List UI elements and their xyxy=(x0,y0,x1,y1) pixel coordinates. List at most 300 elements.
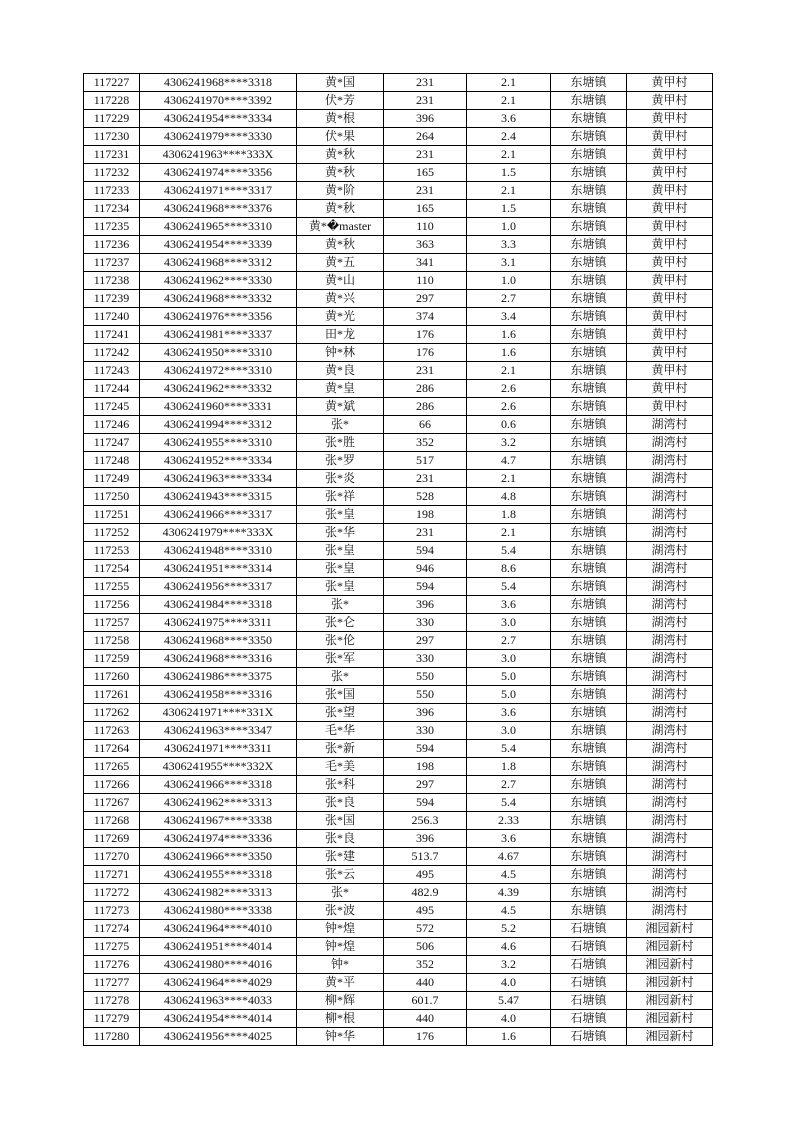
town-cell: 石塘镇 xyxy=(551,992,627,1010)
town-cell: 石塘镇 xyxy=(551,920,627,938)
name-cell: 黄*国 xyxy=(297,74,384,92)
village-cell: 湘园新村 xyxy=(627,974,713,992)
amount-cell: 374 xyxy=(384,308,467,326)
id-number-cell: 4306241980****3338 xyxy=(140,902,297,920)
table-row xyxy=(84,434,713,452)
serial-number-cell: 117227 xyxy=(84,74,140,92)
town-cell: 石塘镇 xyxy=(551,1028,627,1046)
table-row xyxy=(84,740,713,758)
table-body xyxy=(84,74,713,1046)
amount-cell: 110 xyxy=(384,218,467,236)
town-cell: 东塘镇 xyxy=(551,560,627,578)
serial-number-cell: 117252 xyxy=(84,524,140,542)
village-cell: 湖湾村 xyxy=(627,650,713,668)
area-cell: 4.7 xyxy=(467,452,551,470)
town-cell: 东塘镇 xyxy=(551,452,627,470)
id-number-cell: 4306241974****3336 xyxy=(140,830,297,848)
amount-cell: 594 xyxy=(384,542,467,560)
serial-number-cell: 117269 xyxy=(84,830,140,848)
serial-number-cell: 117232 xyxy=(84,164,140,182)
village-cell: 黄甲村 xyxy=(627,200,713,218)
town-cell: 东塘镇 xyxy=(551,74,627,92)
amount-cell: 495 xyxy=(384,866,467,884)
village-cell: 黄甲村 xyxy=(627,146,713,164)
table-row xyxy=(84,236,713,254)
town-cell: 东塘镇 xyxy=(551,812,627,830)
amount-cell: 352 xyxy=(384,956,467,974)
town-cell: 东塘镇 xyxy=(551,254,627,272)
id-number-cell: 4306241967****3338 xyxy=(140,812,297,830)
area-cell: 1.8 xyxy=(467,758,551,776)
town-cell: 东塘镇 xyxy=(551,632,627,650)
village-cell: 湖湾村 xyxy=(627,524,713,542)
town-cell: 东塘镇 xyxy=(551,830,627,848)
amount-cell: 396 xyxy=(384,830,467,848)
serial-number-cell: 117255 xyxy=(84,578,140,596)
area-cell: 2.7 xyxy=(467,776,551,794)
table-row xyxy=(84,794,713,812)
name-cell: 张*良 xyxy=(297,830,384,848)
serial-number-cell: 117267 xyxy=(84,794,140,812)
area-cell: 2.1 xyxy=(467,362,551,380)
name-cell: 张*胜 xyxy=(297,434,384,452)
area-cell: 4.67 xyxy=(467,848,551,866)
town-cell: 石塘镇 xyxy=(551,1010,627,1028)
amount-cell: 550 xyxy=(384,668,467,686)
area-cell: 3.4 xyxy=(467,308,551,326)
id-number-cell: 4306241979****333X xyxy=(140,524,297,542)
area-cell: 2.1 xyxy=(467,470,551,488)
serial-number-cell: 117274 xyxy=(84,920,140,938)
table-row xyxy=(84,866,713,884)
table-row xyxy=(84,578,713,596)
name-cell: 黄*兴 xyxy=(297,290,384,308)
name-cell: 张* xyxy=(297,596,384,614)
area-cell: 4.8 xyxy=(467,488,551,506)
id-number-cell: 4306241980****4016 xyxy=(140,956,297,974)
village-cell: 湖湾村 xyxy=(627,776,713,794)
area-cell: 1.6 xyxy=(467,344,551,362)
table-row xyxy=(84,1010,713,1028)
area-cell: 3.1 xyxy=(467,254,551,272)
id-number-cell: 4306241970****3392 xyxy=(140,92,297,110)
id-number-cell: 4306241960****3331 xyxy=(140,398,297,416)
town-cell: 东塘镇 xyxy=(551,416,627,434)
area-cell: 3.2 xyxy=(467,956,551,974)
serial-number-cell: 117250 xyxy=(84,488,140,506)
area-cell: 3.0 xyxy=(467,614,551,632)
town-cell: 东塘镇 xyxy=(551,650,627,668)
serial-number-cell: 117238 xyxy=(84,272,140,290)
area-cell: 5.4 xyxy=(467,578,551,596)
village-cell: 湖湾村 xyxy=(627,740,713,758)
area-cell: 2.1 xyxy=(467,92,551,110)
table-row xyxy=(84,164,713,182)
serial-number-cell: 117248 xyxy=(84,452,140,470)
table-row xyxy=(84,326,713,344)
amount-cell: 513.7 xyxy=(384,848,467,866)
town-cell: 东塘镇 xyxy=(551,200,627,218)
village-cell: 湖湾村 xyxy=(627,794,713,812)
id-number-cell: 4306241955****332X xyxy=(140,758,297,776)
id-number-cell: 4306241955****3318 xyxy=(140,866,297,884)
town-cell: 东塘镇 xyxy=(551,218,627,236)
amount-cell: 165 xyxy=(384,164,467,182)
serial-number-cell: 117237 xyxy=(84,254,140,272)
name-cell: 张*罗 xyxy=(297,452,384,470)
village-cell: 黄甲村 xyxy=(627,254,713,272)
town-cell: 东塘镇 xyxy=(551,542,627,560)
table-row xyxy=(84,992,713,1010)
id-number-cell: 4306241968****3316 xyxy=(140,650,297,668)
name-cell: 黄*平 xyxy=(297,974,384,992)
name-cell: 张* xyxy=(297,416,384,434)
town-cell: 东塘镇 xyxy=(551,470,627,488)
serial-number-cell: 117243 xyxy=(84,362,140,380)
village-cell: 黄甲村 xyxy=(627,272,713,290)
village-cell: 湘园新村 xyxy=(627,1010,713,1028)
town-cell: 东塘镇 xyxy=(551,848,627,866)
id-number-cell: 4306241954****3339 xyxy=(140,236,297,254)
table-row xyxy=(84,956,713,974)
name-cell: 毛*华 xyxy=(297,722,384,740)
town-cell: 东塘镇 xyxy=(551,164,627,182)
area-cell: 4.5 xyxy=(467,866,551,884)
table-row xyxy=(84,902,713,920)
town-cell: 东塘镇 xyxy=(551,362,627,380)
name-cell: 黄*阶 xyxy=(297,182,384,200)
village-cell: 湖湾村 xyxy=(627,506,713,524)
area-cell: 3.3 xyxy=(467,236,551,254)
amount-cell: 231 xyxy=(384,74,467,92)
serial-number-cell: 117264 xyxy=(84,740,140,758)
village-cell: 黄甲村 xyxy=(627,110,713,128)
name-cell: 张* xyxy=(297,884,384,902)
id-number-cell: 4306241956****4025 xyxy=(140,1028,297,1046)
amount-cell: 176 xyxy=(384,1028,467,1046)
name-cell: 黄*良 xyxy=(297,362,384,380)
name-cell: 柳*根 xyxy=(297,1010,384,1028)
id-number-cell: 4306241964****4010 xyxy=(140,920,297,938)
amount-cell: 330 xyxy=(384,650,467,668)
name-cell: 张*华 xyxy=(297,524,384,542)
table-row xyxy=(84,110,713,128)
area-cell: 3.6 xyxy=(467,596,551,614)
table-row xyxy=(84,416,713,434)
name-cell: 黄*秋 xyxy=(297,164,384,182)
amount-cell: 440 xyxy=(384,1010,467,1028)
village-cell: 湖湾村 xyxy=(627,614,713,632)
serial-number-cell: 117234 xyxy=(84,200,140,218)
town-cell: 东塘镇 xyxy=(551,884,627,902)
serial-number-cell: 117271 xyxy=(84,866,140,884)
name-cell: 柳*辉 xyxy=(297,992,384,1010)
table-row xyxy=(84,758,713,776)
village-cell: 湖湾村 xyxy=(627,632,713,650)
amount-cell: 231 xyxy=(384,92,467,110)
area-cell: 5.0 xyxy=(467,686,551,704)
serial-number-cell: 117235 xyxy=(84,218,140,236)
serial-number-cell: 117261 xyxy=(84,686,140,704)
id-number-cell: 4306241971****331X xyxy=(140,704,297,722)
town-cell: 东塘镇 xyxy=(551,110,627,128)
serial-number-cell: 117245 xyxy=(84,398,140,416)
name-cell: 毛*美 xyxy=(297,758,384,776)
id-number-cell: 4306241968****3350 xyxy=(140,632,297,650)
table-row xyxy=(84,596,713,614)
village-cell: 湘园新村 xyxy=(627,956,713,974)
serial-number-cell: 117279 xyxy=(84,1010,140,1028)
area-cell: 5.0 xyxy=(467,668,551,686)
village-cell: 湖湾村 xyxy=(627,488,713,506)
table-row xyxy=(84,722,713,740)
id-number-cell: 4306241968****3312 xyxy=(140,254,297,272)
name-cell: 黄*光 xyxy=(297,308,384,326)
table-row xyxy=(84,182,713,200)
amount-cell: 66 xyxy=(384,416,467,434)
town-cell: 东塘镇 xyxy=(551,740,627,758)
table-row xyxy=(84,488,713,506)
name-cell: 张*皇 xyxy=(297,578,384,596)
amount-cell: 352 xyxy=(384,434,467,452)
name-cell: 田*龙 xyxy=(297,326,384,344)
amount-cell: 495 xyxy=(384,902,467,920)
town-cell: 东塘镇 xyxy=(551,236,627,254)
serial-number-cell: 117270 xyxy=(84,848,140,866)
area-cell: 0.6 xyxy=(467,416,551,434)
amount-cell: 330 xyxy=(384,722,467,740)
id-number-cell: 4306241972****3310 xyxy=(140,362,297,380)
table-row xyxy=(84,614,713,632)
name-cell: 黄*秋 xyxy=(297,200,384,218)
town-cell: 东塘镇 xyxy=(551,722,627,740)
name-cell: 黄*斌 xyxy=(297,398,384,416)
village-cell: 黄甲村 xyxy=(627,290,713,308)
table-row xyxy=(84,686,713,704)
id-number-cell: 4306241963****3347 xyxy=(140,722,297,740)
town-cell: 东塘镇 xyxy=(551,182,627,200)
id-number-cell: 4306241951****3314 xyxy=(140,560,297,578)
area-cell: 2.7 xyxy=(467,290,551,308)
village-cell: 湖湾村 xyxy=(627,830,713,848)
name-cell: 黄*�master xyxy=(297,218,384,236)
serial-number-cell: 117275 xyxy=(84,938,140,956)
amount-cell: 256.3 xyxy=(384,812,467,830)
area-cell: 1.8 xyxy=(467,506,551,524)
village-cell: 湘园新村 xyxy=(627,920,713,938)
village-cell: 湖湾村 xyxy=(627,704,713,722)
village-cell: 湖湾村 xyxy=(627,812,713,830)
amount-cell: 506 xyxy=(384,938,467,956)
serial-number-cell: 117268 xyxy=(84,812,140,830)
id-number-cell: 4306241954****4014 xyxy=(140,1010,297,1028)
serial-number-cell: 117253 xyxy=(84,542,140,560)
area-cell: 3.6 xyxy=(467,830,551,848)
id-number-cell: 4306241951****4014 xyxy=(140,938,297,956)
amount-cell: 198 xyxy=(384,506,467,524)
village-cell: 湖湾村 xyxy=(627,848,713,866)
town-cell: 东塘镇 xyxy=(551,506,627,524)
serial-number-cell: 117249 xyxy=(84,470,140,488)
id-number-cell: 4306241952****3334 xyxy=(140,452,297,470)
serial-number-cell: 117241 xyxy=(84,326,140,344)
village-cell: 黄甲村 xyxy=(627,164,713,182)
table-row xyxy=(84,272,713,290)
records-table xyxy=(83,73,713,1046)
village-cell: 湖湾村 xyxy=(627,560,713,578)
name-cell: 张*炎 xyxy=(297,470,384,488)
serial-number-cell: 117278 xyxy=(84,992,140,1010)
area-cell: 5.47 xyxy=(467,992,551,1010)
id-number-cell: 4306241984****3318 xyxy=(140,596,297,614)
name-cell: 黄*皇 xyxy=(297,380,384,398)
area-cell: 1.5 xyxy=(467,200,551,218)
serial-number-cell: 117236 xyxy=(84,236,140,254)
id-number-cell: 4306241968****3376 xyxy=(140,200,297,218)
id-number-cell: 4306241971****3317 xyxy=(140,182,297,200)
area-cell: 2.7 xyxy=(467,632,551,650)
area-cell: 2.6 xyxy=(467,380,551,398)
table-row xyxy=(84,146,713,164)
village-cell: 湖湾村 xyxy=(627,596,713,614)
name-cell: 张*皇 xyxy=(297,542,384,560)
amount-cell: 396 xyxy=(384,704,467,722)
id-number-cell: 4306241968****3318 xyxy=(140,74,297,92)
name-cell: 张*仑 xyxy=(297,614,384,632)
town-cell: 东塘镇 xyxy=(551,146,627,164)
village-cell: 湖湾村 xyxy=(627,722,713,740)
table-row xyxy=(84,938,713,956)
table-row xyxy=(84,1028,713,1046)
serial-number-cell: 117233 xyxy=(84,182,140,200)
serial-number-cell: 117244 xyxy=(84,380,140,398)
village-cell: 湖湾村 xyxy=(627,470,713,488)
name-cell: 张*科 xyxy=(297,776,384,794)
id-number-cell: 4306241956****3317 xyxy=(140,578,297,596)
amount-cell: 396 xyxy=(384,110,467,128)
serial-number-cell: 117251 xyxy=(84,506,140,524)
amount-cell: 297 xyxy=(384,632,467,650)
id-number-cell: 4306241971****3311 xyxy=(140,740,297,758)
town-cell: 东塘镇 xyxy=(551,272,627,290)
amount-cell: 198 xyxy=(384,758,467,776)
serial-number-cell: 117259 xyxy=(84,650,140,668)
area-cell: 3.6 xyxy=(467,704,551,722)
id-number-cell: 4306241982****3313 xyxy=(140,884,297,902)
id-number-cell: 4306241963****4033 xyxy=(140,992,297,1010)
id-number-cell: 4306241962****3313 xyxy=(140,794,297,812)
name-cell: 钟*煌 xyxy=(297,920,384,938)
town-cell: 东塘镇 xyxy=(551,866,627,884)
town-cell: 东塘镇 xyxy=(551,902,627,920)
amount-cell: 341 xyxy=(384,254,467,272)
name-cell: 张*望 xyxy=(297,704,384,722)
table-row xyxy=(84,128,713,146)
amount-cell: 231 xyxy=(384,146,467,164)
serial-number-cell: 117272 xyxy=(84,884,140,902)
town-cell: 东塘镇 xyxy=(551,668,627,686)
town-cell: 东塘镇 xyxy=(551,488,627,506)
name-cell: 伏*芳 xyxy=(297,92,384,110)
village-cell: 黄甲村 xyxy=(627,362,713,380)
town-cell: 东塘镇 xyxy=(551,128,627,146)
town-cell: 东塘镇 xyxy=(551,596,627,614)
name-cell: 钟* xyxy=(297,956,384,974)
name-cell: 张*国 xyxy=(297,686,384,704)
town-cell: 石塘镇 xyxy=(551,974,627,992)
table-row xyxy=(84,254,713,272)
table-row xyxy=(84,632,713,650)
village-cell: 湖湾村 xyxy=(627,416,713,434)
area-cell: 5.4 xyxy=(467,542,551,560)
area-cell: 1.0 xyxy=(467,218,551,236)
area-cell: 2.1 xyxy=(467,182,551,200)
name-cell: 张*波 xyxy=(297,902,384,920)
town-cell: 东塘镇 xyxy=(551,704,627,722)
area-cell: 5.4 xyxy=(467,794,551,812)
amount-cell: 572 xyxy=(384,920,467,938)
amount-cell: 297 xyxy=(384,776,467,794)
name-cell: 张*伦 xyxy=(297,632,384,650)
table-row xyxy=(84,452,713,470)
village-cell: 湖湾村 xyxy=(627,902,713,920)
village-cell: 黄甲村 xyxy=(627,344,713,362)
serial-number-cell: 117240 xyxy=(84,308,140,326)
area-cell: 3.0 xyxy=(467,650,551,668)
table-row xyxy=(84,704,713,722)
village-cell: 黄甲村 xyxy=(627,380,713,398)
id-number-cell: 4306241964****4029 xyxy=(140,974,297,992)
amount-cell: 482.9 xyxy=(384,884,467,902)
area-cell: 8.6 xyxy=(467,560,551,578)
table-row xyxy=(84,542,713,560)
serial-number-cell: 117257 xyxy=(84,614,140,632)
id-number-cell: 4306241963****3334 xyxy=(140,470,297,488)
amount-cell: 601.7 xyxy=(384,992,467,1010)
name-cell: 张*军 xyxy=(297,650,384,668)
table-row xyxy=(84,506,713,524)
table-row xyxy=(84,812,713,830)
village-cell: 黄甲村 xyxy=(627,182,713,200)
id-number-cell: 4306241962****3330 xyxy=(140,272,297,290)
name-cell: 张*皇 xyxy=(297,560,384,578)
id-number-cell: 4306241976****3356 xyxy=(140,308,297,326)
table-row xyxy=(84,524,713,542)
serial-number-cell: 117280 xyxy=(84,1028,140,1046)
town-cell: 东塘镇 xyxy=(551,344,627,362)
town-cell: 东塘镇 xyxy=(551,434,627,452)
amount-cell: 264 xyxy=(384,128,467,146)
amount-cell: 550 xyxy=(384,686,467,704)
name-cell: 钟*华 xyxy=(297,1028,384,1046)
table-row xyxy=(84,362,713,380)
name-cell: 张* xyxy=(297,668,384,686)
area-cell: 3.6 xyxy=(467,110,551,128)
table-row xyxy=(84,884,713,902)
amount-cell: 176 xyxy=(384,344,467,362)
table-row xyxy=(84,200,713,218)
name-cell: 黄*山 xyxy=(297,272,384,290)
area-cell: 3.0 xyxy=(467,722,551,740)
id-number-cell: 4306241958****3316 xyxy=(140,686,297,704)
area-cell: 1.0 xyxy=(467,272,551,290)
table-row xyxy=(84,398,713,416)
id-number-cell: 4306241981****3337 xyxy=(140,326,297,344)
town-cell: 东塘镇 xyxy=(551,290,627,308)
village-cell: 湖湾村 xyxy=(627,668,713,686)
id-number-cell: 4306241948****3310 xyxy=(140,542,297,560)
town-cell: 东塘镇 xyxy=(551,794,627,812)
